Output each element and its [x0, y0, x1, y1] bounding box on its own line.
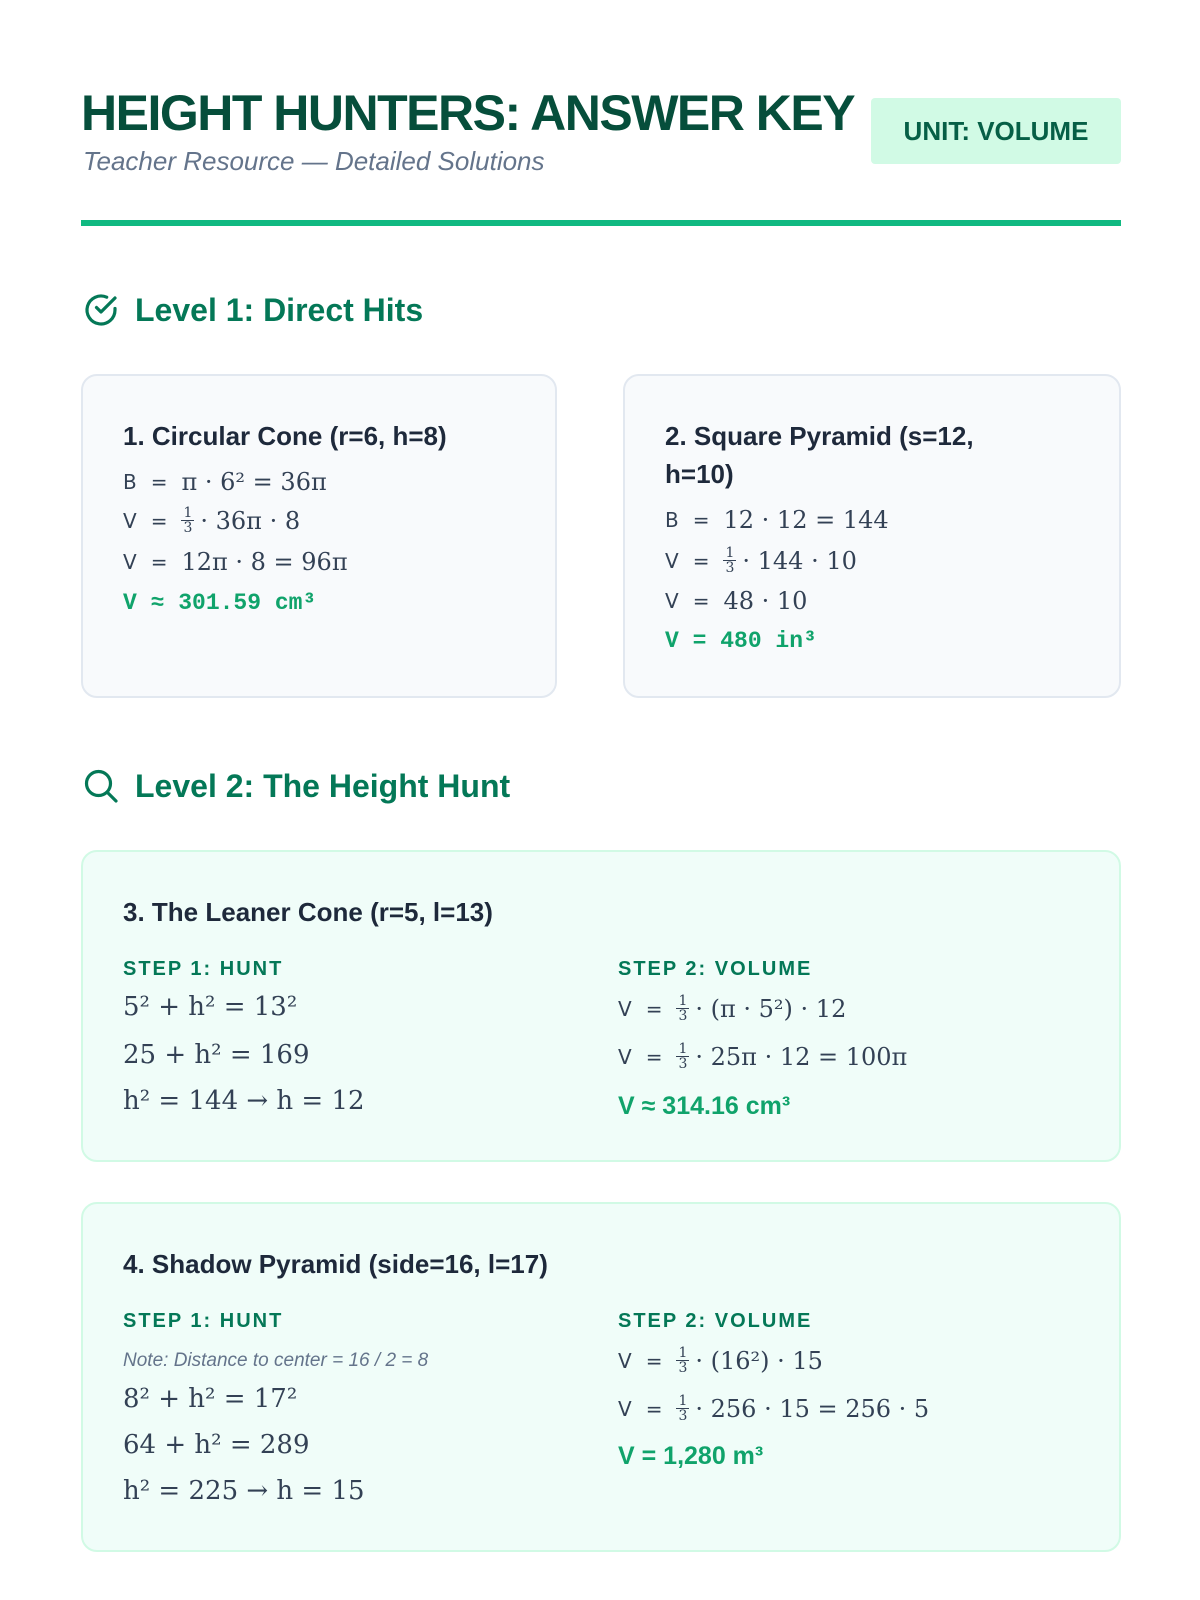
section-level-1-title	[81, 290, 423, 330]
problem-3-step-1-label: STEP 1: HUNT	[123, 958, 284, 980]
problem-3-answer: V ≈ 314.16 cm³	[618, 1092, 791, 1120]
problem-3-hunt-line-2: 25 + h² = 169	[123, 1040, 310, 1070]
problem-4-volume-line-1: V = $\frac{1}{3}$ · (16²) · 15	[618, 1345, 823, 1376]
unit-badge: UNIT: VOLUME	[871, 98, 1121, 164]
problem-3-hunt-line-1: 5² + h² = 13²	[123, 992, 298, 1022]
fraction-one-third: $\frac{1}{3}$	[678, 993, 688, 1024]
search-icon	[81, 766, 121, 806]
problem-1-line-3: V = 12π · 8 = 96π	[123, 548, 348, 576]
problem-2-answer: V = 480 in³	[665, 628, 817, 654]
fraction-one-third: $\frac{1}{3}$	[678, 1345, 688, 1376]
problem-1-answer: V ≈ 301.59 cm³	[123, 590, 317, 616]
problem-4-note: Note: Distance to center = 16 / 2 = 8	[123, 1350, 429, 1371]
section-level-2-label: Level 2: The Height Hunt	[135, 767, 511, 804]
problem-3-title: 3. The Leaner Cone (r=5, l=13)	[123, 897, 493, 927]
problem-4-hunt-line-3: h² = 225 → h = 15	[123, 1476, 365, 1506]
problem-4-volume-line-2: V = $\frac{1}{3}$ · 256 · 15 = 256 · 5	[618, 1393, 930, 1424]
problem-card-1	[81, 374, 557, 698]
problem-1-line-2: V = $\frac{1}{3}$ · 36π · 8	[123, 505, 301, 536]
problem-1-line-1: B = π · 6² = 36π	[123, 468, 327, 496]
problem-2-line-3: V = 48 · 10	[665, 587, 808, 615]
problem-2-title-line-1: 2. Square Pyramid (s=12,	[665, 421, 974, 451]
problem-3-volume-line-1: V = $\frac{1}{3}$ · (π · 5²) · 12	[618, 993, 847, 1024]
fraction-one-third: $\frac{1}{3}$	[678, 1041, 688, 1072]
problem-3-volume-line-2: V = $\frac{1}{3}$ · 25π · 12 = 100π	[618, 1041, 908, 1072]
problem-2-line-1: B = 12 · 12 = 144	[665, 506, 889, 534]
section-level-2-title	[81, 766, 510, 806]
check-circle-icon	[81, 290, 121, 330]
problem-card-3	[81, 850, 1121, 1162]
problem-card-4	[81, 1202, 1121, 1552]
fraction-one-third: $\frac{1}{3}$	[725, 545, 735, 576]
problem-3-hunt-line-3: h² = 144 → h = 12	[123, 1086, 365, 1116]
problem-4-step-2-label: STEP 2: VOLUME	[618, 1310, 813, 1332]
problem-card-2	[623, 374, 1121, 698]
problem-4-title: 4. Shadow Pyramid (side=16, l=17)	[123, 1249, 548, 1279]
problem-1-title: 1. Circular Cone (r=6, h=8)	[123, 421, 447, 451]
page-subtitle: Teacher Resource — Detailed Solutions	[83, 146, 545, 176]
header	[81, 80, 1121, 230]
problem-4-step-1-label: STEP 1: HUNT	[123, 1310, 284, 1332]
header-divider	[81, 220, 1121, 226]
problem-4-answer: V = 1,280 m³	[618, 1442, 764, 1470]
page-title: HEIGHT HUNTERS: ANSWER KEY	[81, 85, 855, 141]
fraction-one-third: $\frac{1}{3}$	[183, 505, 193, 536]
problem-4-hunt-line-1: 8² + h² = 17²	[123, 1384, 298, 1414]
problem-3-step-2-label: STEP 2: VOLUME	[618, 958, 813, 980]
problem-2-title-line-2: h=10)	[665, 459, 734, 489]
section-level-1-label: Level 1: Direct Hits	[135, 291, 424, 328]
problem-4-hunt-line-2: 64 + h² = 289	[123, 1430, 310, 1460]
fraction-one-third: $\frac{1}{3}$	[678, 1393, 688, 1424]
problem-2-line-2: V = $\frac{1}{3}$ · 144 · 10	[665, 545, 857, 576]
